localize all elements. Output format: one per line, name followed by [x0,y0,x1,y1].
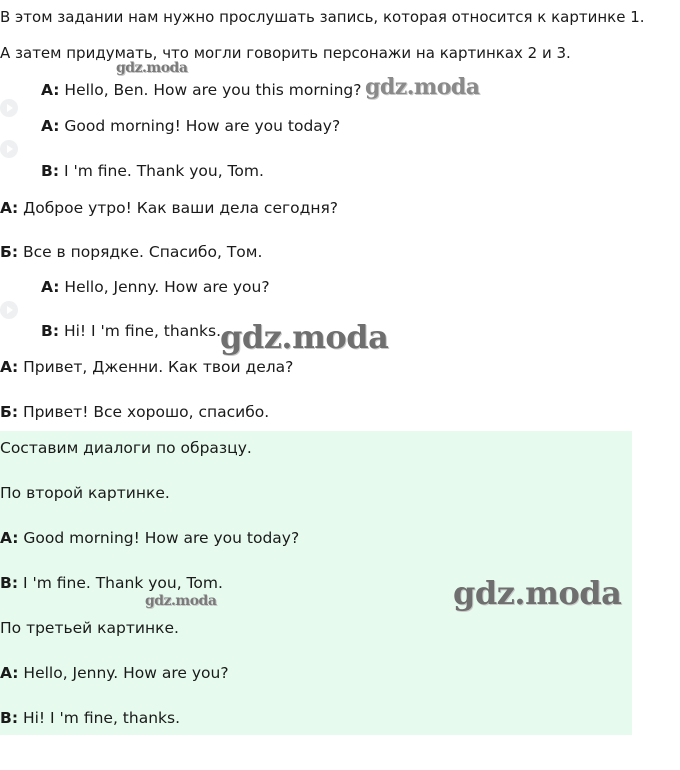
speaker-label: Б: [0,403,19,421]
watermark: gdz.moda [365,74,480,100]
dialog-text: I 'm fine. Thank you, Tom. [59,162,264,180]
speaker-label: B: [0,574,19,592]
speaker-label: A: [41,117,60,135]
speaker-label: А: [0,199,19,217]
watermark: gdz.moda [116,60,188,76]
dialog-text: Hello, Jenny. How are you? [59,278,270,296]
speaker-label: A: [41,81,60,99]
dialog-line [41,80,361,100]
speaker-label: A: [0,529,19,547]
watermark: gdz.moda [145,593,217,609]
answer-line [0,663,229,683]
dialog-line [41,321,221,341]
audio-play-icon[interactable] [0,301,18,319]
answer-text: I 'm fine. Thank you, Tom. [18,574,223,592]
speaker-label: B: [0,709,19,727]
translation-text: Привет, Дженни. Как твои дела? [18,358,294,376]
dialog-text: Hello, Ben. How are you this morning? [59,81,362,99]
intro-line-2: А затем придумать, что могли говорить персонажи на картинках 2 и 3. [0,44,571,62]
intro-line-1: В этом задании нам нужно прослушать запись, которая относится к картинке 1. [0,8,645,26]
translation-text: Привет! Все хорошо, спасибо. [18,403,270,421]
speaker-label: B: [41,162,60,180]
speaker-label: А: [0,358,19,376]
translation-line [0,198,338,218]
translation-line [0,402,269,422]
answer-text: Hello, Jenny. How are you? [18,664,229,682]
speaker-label: B: [41,322,60,340]
answer-line [0,528,299,548]
dialog-text: Hi! I 'm fine, thanks. [59,322,222,340]
translation-text: Все в порядке. Спасибо, Том. [18,243,263,261]
audio-play-icon[interactable] [0,99,18,117]
speaker-label: A: [0,664,19,682]
answer-text: Good morning! How are you today? [18,529,300,547]
dialog-line [41,161,264,181]
audio-play-icon[interactable] [0,140,18,158]
watermark: gdz.moda [453,574,622,612]
translation-text: Доброе утро! Как ваши дела сегодня? [18,199,339,217]
answer-text: Hi! I 'm fine, thanks. [18,709,181,727]
dialog-text: Good morning! How are you today? [59,117,341,135]
translation-line [0,242,262,262]
translation-line [0,357,293,377]
answer-line [0,573,223,593]
speaker-label: Б: [0,243,19,261]
answer-heading: Составим диалоги по образцу. [0,439,252,457]
speaker-label: A: [41,278,60,296]
dialog-line [41,116,340,136]
answer-line [0,708,180,728]
dialog-line [41,277,270,297]
watermark: gdz.moda [220,318,389,356]
picture-2-label: По второй картинке. [0,484,170,502]
picture-3-label: По третьей картинке. [0,619,179,637]
